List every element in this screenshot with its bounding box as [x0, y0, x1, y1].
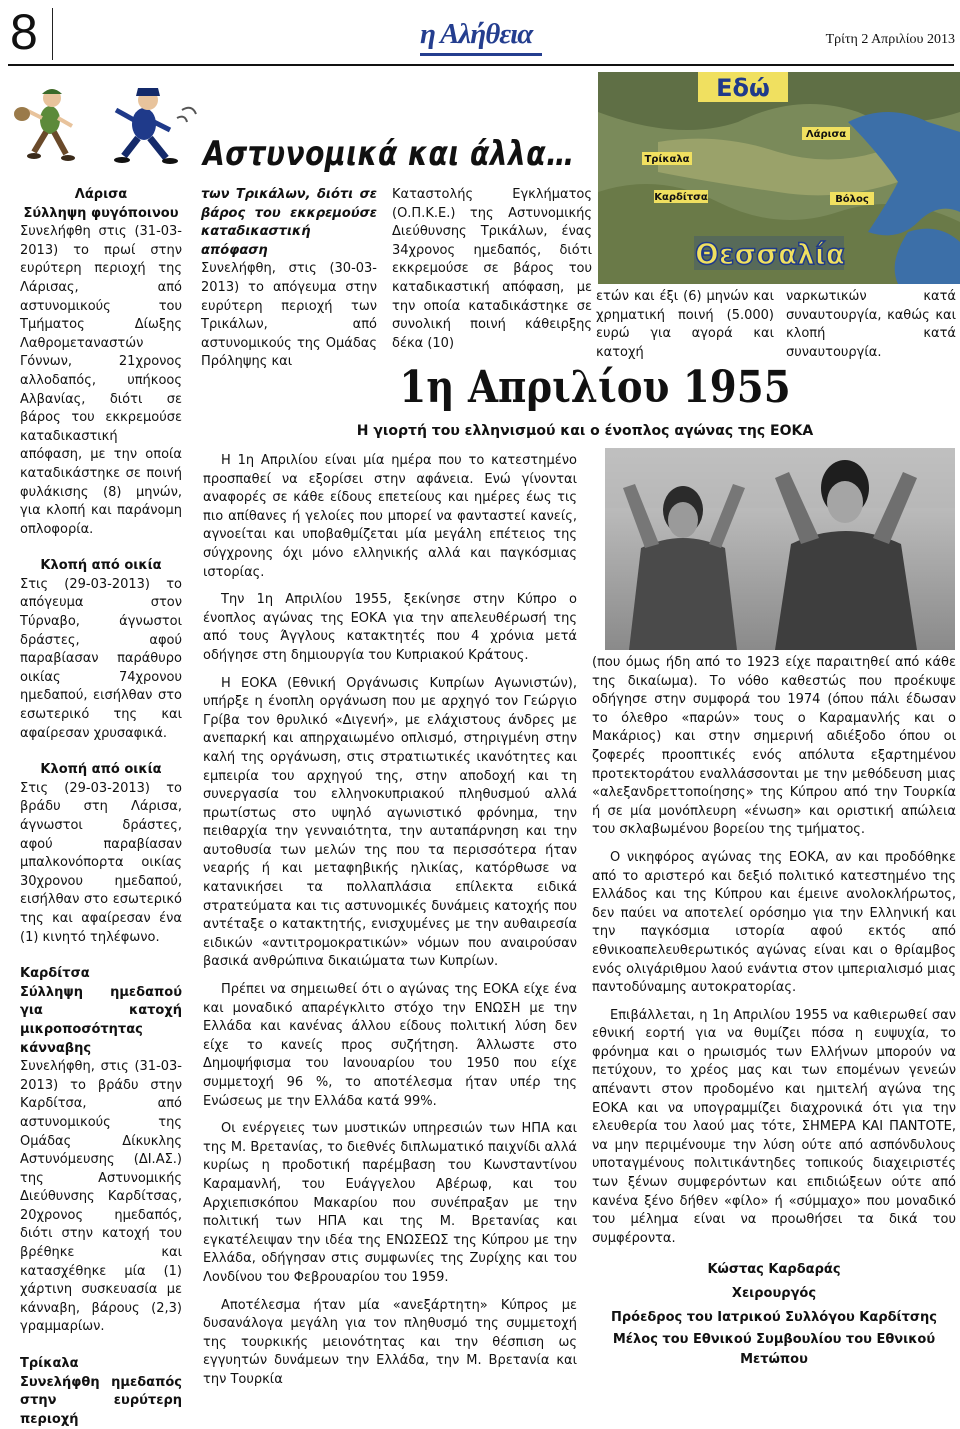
news-body-burglary-1: Στις (29-03-2013) το απόγευμα στον Τύρναβο, άγνωστοι δράστες, αφού παραβίασαν παράθυρο οικίας 74χρονου ημεδαπού, εισήλθαν στο εσωτερικό της και αφαίρεσαν χρυσαφικά.: [20, 576, 182, 741]
article-paragraph-9: Επιβάλλεται, η 1η Απριλίου 1955 να καθιερωθεί σαν εθνική εορτή για να θυμίζει πόσα η ευψυχία, το φρόνημα και ο ηρωισμός των Ελλήνων μπορούν να πετύχουν, το χρέος μας και των επομένων γενεών απέναντι στον προδομένο και ημιτελή αγώνα της ΕΟΚΑ και να υπογραμμίζει διαχρονικά ότι για την ελευθερία του λαού μας τότε, ΣΗΜΕΡΑ ΚΑΙ ΠΑΝΤΟΤΕ, να μην περιμένουμε την λύση ούτε από ασπόνδυλους υποταγμένους πολιτικάντηδες τοπικούς διαχειριστές των ξένων συμφερόντων και επιδιώξεων ούτε από κανένα ξένο δήθεν «φίλο» ή «σύμμαχο» που μοναδικό του μέλημα είναι να προωθήσει τα δικά του συμφέροντα.: [592, 1007, 956, 1246]
news-body-trikala-part4: ναρκωτικών κατά συναυτουργία, καθώς και κλοπή κατά συναυτουργία.: [786, 289, 956, 360]
page-number: 8: [10, 4, 38, 60]
police-column-4: [596, 288, 774, 362]
police-column-5: [786, 288, 956, 362]
header-divider: [52, 8, 53, 60]
article-paragraph-6: Αποτέλεσμα ήταν μία «ανεξάρτητη» Κύπρος με δυσανάλογα μεγάλη για τον πληθυσμό της συμμετοχή της τουρκικής μειονότητας και την θέσπιση ως εγγυητών δυνάμεων την Ελλάδα, την Μ. Βρετανία και την Τουρκία: [203, 1297, 577, 1387]
region-heading-karditsa: Καρδίτσα: [20, 966, 90, 982]
article-paragraph-5: Οι ενέργειες των μυστικών υπηρεσιών των ΗΠΑ και της Μ. Βρετανίας, το διεθνές διπλωματικό παιχνίδι αλλά κυρίως η προδοτική παρέμβαση του Κωνσταντίνου Καραμανλή, του Ευάγγελου Αβέρωφ, και του Αρχιεπισκόπου Μακαρίου που συνέπραξαν με την πολιτική των ΗΠΑ και της Μ. Βρετανίας και εγκατέλειψαν την ιδέα της ΕΝΩΣΕΩΣ της Κύπρου με την Ελλάδα, οδήγησαν στις συμφωνίες της Ζυρίχης και του Λονδίνου του Φεβρουαρίου του 1959.: [203, 1121, 577, 1285]
news-body-trikala-part2: Καταστολής Εγκλήματος (Ο.Π.Κ.Ε.) της Αστυνομικής Διεύθυνσης Τρικάλων, ένας 34χρονος ημεδαπός, διότι εκκρεμούσε σε βάρος του καταδικαστική απόφαση, με την οποία καταδικάστηκε σε συνολική ποινή κάθειρξης δέκα (10): [392, 187, 592, 351]
author-signature: [592, 1258, 956, 1370]
city-label-volos: Βόλος: [835, 194, 869, 205]
city-label-trikala: Τρίκαλα: [644, 154, 690, 165]
police-column-3: [392, 186, 592, 353]
police-chase-cartoon: [12, 74, 217, 166]
news-title-trikala-arrest: Συνελήφθη ημεδαπός στην ευρύτερη περιοχή: [20, 1374, 182, 1427]
news-title-burglary-2: Κλοπή από οικία: [40, 762, 162, 778]
police-column-2: [201, 186, 377, 372]
city-label-karditsa: Καρδίτσα: [654, 192, 708, 203]
fighter-right: [775, 460, 917, 650]
article-column-right: [592, 654, 956, 1370]
region-heading-larisa: Λάρισα: [74, 187, 128, 202]
article-title: 1η Απριλίου 1955: [399, 362, 791, 413]
eoka-fighters-photo: [605, 448, 955, 650]
article-paragraph-8: Ο νικηφόρος αγώνας της ΕΟΚΑ, αν και προδόθηκε από το αριστερό και δεξιό πολιτικό κατεστημένο της Ελλάδος και της Κύπρου και έμεινε ανολοκλήρωτος, δεν παύει να αποτελεί ορόσημο για την Ελληνική και την παγκόσμια ιστορία αφού εκτός από εθνικοαπελευθερωτικός αγώνας είναι και ο θρίαμβος ενός ολιγάριθμου λαού ενάντια στον ιμπεριαλισμό μιας παντοδύναμης αυτοκρατορίας.: [592, 849, 956, 996]
article-paragraph-3: Η ΕΟΚΑ (Εθνική Οργάνωσις Κυπρίων Αγωνιστών), υπήρξε η ένοπλη οργάνωση που με αρχηγό τον Γεώργιο Γρίβα τον θρυλικό «Διγενή», με ελάχιστους άνδρες με ανεπαρκή και απηρχαιωμένο οπλισμό, στηριγμένη στην καλή της οργάνωση, στις στρατιωτικές ικανότητες και εμπειρία του αρχηγού της, στην αποδοχή και τη συνεργασία του ελληνοκυπριακού πληθυσμού αλλά πρωτίστως στο υψηλό αγωνιστικό φρόνημα, την πειθαρχία την γενναιότητα, την αυταπάρνηση και την αυτοθυσία των μελών της που τα περισσότερα ήταν νεαρής ή και μεταφηβικής ηλικίας, κατόρθωσε να κατανικήσει τα πολλαπλάσια επίλεκτα ειδικά στρατεύματα και τις αστυνομικές δυνάμεις κατοχής που αντέταξε ο κατακτητής, ενισχυμένες με την αυθαιρεσία ειδικών «αντιτρομοκρατικών» νόμων που αναιρούσαν βασικά ανθρώπινα δικαιώματα των Κυπρίων.: [203, 675, 577, 970]
article-paragraph-4: Πρέπει να σημειωθεί ότι ο αγώνας της ΕΟΚΑ είχε ένα και μοναδικό απαρέγκλιτο στόχο την ΕΝΩΣΗ με την Ελλάδα και κανένας άλλου είδους πολιτική λύση δεν είχε το κανείς προς συζήτηση. Άλλωστε στο Δημοψήφισμα του Ιανουαρίου του 1950 που είχε συμμετοχή 96 %, το αποτέλεσμα ήταν υπέρ της Ενώσεως με την Ελλάδα κατά 99%.: [203, 982, 577, 1109]
author-role-2: Μέλος του Εθνικού Συμβουλίου του Εθνικού Μετώπου: [612, 1332, 936, 1368]
article-column-left: [203, 452, 577, 1390]
news-title-trikala-continued: των Τρικάλων, διότι σε βάρος του εκκρεμούσε καταδικαστική απόφαση: [201, 187, 377, 258]
news-body-trikala-part1: Συνελήφθη, στις (30-03-2013) το απόγευμα στην ευρύτερη περιοχή των Τρικάλων, από αστυνομικούς της Ομάδας Πρόληψης και: [201, 261, 377, 370]
author-role-1: Πρόεδρος του Ιατρικού Συλλόγου Καρδίτσης: [610, 1310, 937, 1326]
region-heading-trikala: Τρίκαλα: [20, 1356, 79, 1372]
map-title-text: Εδώ: [716, 74, 770, 102]
news-title-cannabis-arrest: Σύλληψη ημεδαπού για κατοχή μικροποσότητας κάνναβης: [20, 984, 182, 1056]
fighter-left: [623, 484, 745, 650]
masthead-logo: η Αλήθεια: [420, 18, 533, 50]
policeman-figure: [114, 88, 196, 164]
thessaly-map: [598, 72, 960, 284]
author-name: Κώστας Καρδαράς: [707, 1262, 841, 1278]
map-region-label: Θεσσαλία: [694, 238, 846, 271]
article-paragraph-7: (που όμως ήδη από το 1923 είχε παραιτηθεί από κάθε της δικαίωμα). Το νόθο καθεστώς που προέκυψε οδήγησε στην συμφορά του 1974 (όπου πάλι έδωσαν το όλεθρο «παρών» τους ο Καραμανλής και ο Μακάριος) και στην σημερινή αδιέξοδο όπου οι ζοφερές προοπτικές ενός απόλυτα εξαρτημένου προτεκτοράτου εναλλάσσονται με την μεθόδευση μιας «αλεξανδρεττοποίησης» της Κύπρου από την Τουρκία ή σε μία μονόπλευρη «ένωση» και οριστική απώλεια του σκλαβωμένου βορείου της τμήματος.: [592, 655, 956, 838]
author-profession: Χειρουργός: [731, 1286, 817, 1302]
article-paragraph-1: Η 1η Απριλίου είναι μία ημέρα που το κατεστημένο προσπαθεί να εξορίσει στην αφάνεια. Ενώ γίνονται αναφορές σε κάθε είδους επετείους και ημέρες έως τις πιο απίθανες ή γελοίες που μπορεί να φανταστεί κανείς, αγνοείται και υποβαθμίζεται μία μεγάλη επέτειος της σύγχρονης όχι μόνο ελληνικής αλλά και παγκόσμιας ιστορίας.: [203, 453, 577, 580]
police-column-left: [20, 186, 182, 1429]
news-body-fugitive-arrest: Συνελήφθη στις (31-03-2013) το πρωί στην ευρύτερη περιοχή της Λάρισας, από αστυνομικούς του Τμήματος Δίωξης Λαθρομεταναστών Γόννων, 21χρονος αλλοδαπός, υπήκοος Αλβανίας, διότι σε βάρος του εκκρεμούσε καταδικαστική απόφαση, με την οποία καταδικάστηκε σε ποινή φυλάκισης (8) μηνών, για κλοπή και παράνομη οπλοφορία.: [20, 224, 182, 537]
news-title-burglary-1: Κλοπή από οικία: [40, 558, 162, 574]
news-body-trikala-part3: ετών και έξι (6) μηνών και χρηματική ποινή (5.000) ευρώ για αγορά και κατοχή: [596, 289, 774, 360]
news-body-burglary-2: Στις (29-03-2013) το βράδυ στη Λάρισα, άγνωστοι δράστες, αφού παραβίασαν μπαλκονόπορτα οικίας 30χρονου ημεδαπού, εισήλθαν στο εσωτερικό της και αφαίρεσαν ένα (1) κινητό τηλέφωνο.: [20, 780, 182, 945]
issue-date: Τρίτη 2 Απριλίου 2013: [825, 32, 955, 47]
news-body-cannabis-arrest: Συνελήφθη, στις (31-03-2013) το βράδυ στην Καρδίτσα, από αστυνομικούς της Ομάδας Δίκυκλης Αστυνόμευσης (ΔΙ.ΑΣ.) της Αστυνομικής Διεύθυνσης Καρδίτσας, 20χρονος ημεδαπός, διότι στην κατοχή του βρέθηκε και κατασχέθηκε μία (1) χάρτινη συσκευασία με κάνναβη, βάρους (2,3) γραμμαρίων.: [20, 1059, 182, 1335]
article-paragraph-2: Την 1η Απριλίου 1955, ξεκίνησε στην Κύπρο ο ένοπλος αγώνας της ΕΟΚΑ για την απελευθέρωσή της από τους Άγγλους κατακτητές που 4 χρόνια μετά οδήγησε στη δημιουργία του Κυπριακού Κράτους.: [203, 592, 577, 663]
city-label-larisa: Λάρισα: [805, 129, 847, 140]
header-rule: [8, 64, 954, 66]
article-subtitle: Η γιορτή του ελληνισμού και ο ένοπλος αγώνας της ΕΟΚΑ: [356, 423, 814, 439]
thief-figure: [14, 89, 75, 161]
police-section-title: Αστυνομικά και άλλα…: [203, 134, 575, 174]
masthead-underline: [420, 53, 542, 56]
news-title-fugitive-arrest: Σύλληψη φυγόποινου: [23, 205, 179, 221]
